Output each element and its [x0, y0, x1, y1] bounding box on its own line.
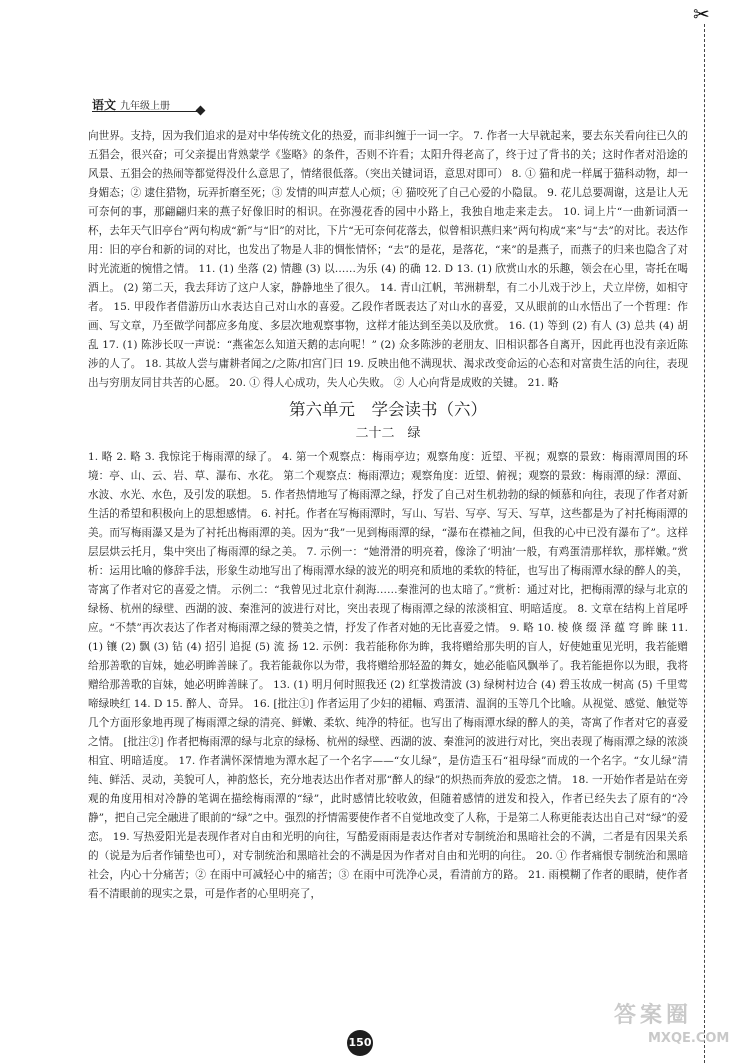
watermark-bottom: MXQE.COM — [648, 1031, 730, 1046]
page-header — [92, 94, 212, 114]
page-number: 150 — [347, 1030, 373, 1056]
watermark — [614, 1002, 744, 1060]
cut-line — [704, 24, 705, 1063]
header-book: 九年级上册 — [120, 101, 171, 112]
answer-paragraph-1: 向世界。支持，因为我们追求的是对中华传统文化的热爱，而非纠缠于一词一字。 7. 作者一大早就起来，要去东关看向往已久的五猖会，很兴奋；可父亲提出背熟蒙学《鉴略》的条件，否则不许看；太阳升得老高了，终于过了背书的关；这时作者对沿途的风景、五猖会的热闹等都觉得没什么意思了，情绪很低落。（突出关键词语，意思对即可） 8. ① 猫和虎一样属于猫科动物，却一身媚态；② 逮住猎物，玩弄折磨至死；③ 发情的叫声惹人心烦；④ 猫咬死了自己心爱的小隐鼠。 9. 花儿总要凋谢，这是让人无可奈何的事，那翩翩归来的燕子好像旧时的相识。在弥漫花香的园中小路上，我独自地走来走去。 10. 词上片“一曲新词酒一杯，去年天气旧亭台”两句构成“新”与“旧”的对比，下片“无可奈何花落去，似曾相识燕归来”两句构成“来”与“去”的对比。表达作用：旧的亭台和新的词的对比，也发出了物是人非的惆怅情怀；“去”的是花，是落花，“来”的是燕子，而燕子的归来也隐含了对时光流逝的惋惜之情。 11. (1) 坐落 (2) 情趣 (3) 以……为乐 (4) 的确 12. D 13. (1) 欣赏山水的乐趣，领会在心里，寄托在喝酒上。 (2) 第二天，我去拜访了这户人家，静静地坐了很久。 14. 青山江帆，苇洲耕犁，有二小儿戏于沙上，犬立岸傍，如相守者。 15. 甲段作者借游历山水表达自己对山水的喜爱。乙段作者既表达了对山水的喜爱，又从眼前的山水悟出了一个哲理：作画、写文章，乃至做学问都应多角度、多层次地观察事物，这样才能达到至美以及欣赏。 16. (1) 等到 (2) 有人 (3) 总共 (4) 胡乱 17. (1) 陈涉长叹一声说：“燕雀怎么知道天鹅的志向呢！” (2) 众多陈涉的老朋友、旧相识都各自离开，因此再也没有亲近陈涉的人了。 18. 其故人尝与庸耕者闻之/之陈/扣宫门曰 19. 反映出他不满现状、渴求改变命运的心态和对富贵生活的向往，表现出与穷朋友同甘共苦的心愿。 20. ① 得人心成功，失人心失败。 ② 人心向背是成败的关键。 21. 略 — [88, 130, 688, 389]
unit-title: 第六单元 学会读书（六） — [289, 400, 487, 419]
answer-content — [88, 127, 688, 904]
header-subject: 语文 — [92, 98, 117, 112]
scissors-icon: ✂ — [693, 2, 710, 26]
watermark-top: 答案圈 — [614, 1003, 693, 1028]
diamond-icon — [196, 106, 206, 116]
header-rule — [92, 111, 200, 112]
lesson-title: 二十二 绿 — [355, 426, 421, 441]
answer-paragraph-2: 1. 略 2. 略 3. 我惊诧于梅雨潭的绿了。 4. 第一个观察点：梅雨亭边；观察角度：近望、平视；观察的景致：梅雨潭周围的环境：亭、山、云、岩、草、瀑布、水花。 第二个观察点：梅雨潭边；观察角度：近望、俯视；观察的景致：梅雨潭的绿：潭面、水波、水光、水色，及引发的联想。 5. 作者热情地写了梅雨潭之绿，抒发了自己对生机勃勃的绿的倾慕和向往，表现了作者对新生活的希望和积极向上的思想感情。 6. 衬托。作者在写梅雨潭时，写山、写岩、写亭、写天、写草，这些都是为了衬托梅雨潭的美。而写梅雨瀑又是为了衬托出梅雨潭的美。因为“我”一见到梅雨潭的绿，“瀑布在襟袖之间，但我的心中已没有瀑布了”。这样层层烘云托月，集中突出了梅雨潭的绿之美。 7. 示例一：“她滑滑的明亮着，像涂了‘明油’一般，有鸡蛋清那样软，那样嫩。”赏析：运用比喻的修辞手法，形象生动地写出了梅雨潭水绿的波光的明亮和质地的柔软的特征，也写出了梅雨潭水绿的醉人的美，寄寓了作者对它的喜爱之情。 示例二：“我曾见过北京什刹海……秦淮河的也太暗了。”赏析：通过对比，把梅雨潭的绿与北京的绿杨、杭州的绿壁、西湖的波、秦淮河的波进行对比，突出表现了梅雨潭之绿的浓淡相宜、明暗适度。 8. 文章在结构上首尾呼应。“不禁”再次表达了作者对梅雨潭之绿的赞美之情，抒发了作者对她的无比喜爱之情。 9. 略 10. 棱 倏 缀 泽 蕴 穹 眸 睐 11. (1) 镶 (2) 飘 (3) 钻 (4) 招引 追捉 (5) 流 扬 12. 示例：我若能称你为眸，我将赠给那失明的盲人，好使她重见光明，我若能赠给那善歌的盲妹，她必明眸善睐了。我若能裁你以为带，我将赠给那轻盈的舞女，她必能临风飘举了。我若能挹你以为眼，我将赠给那善歌的盲妹，她必明眸善睐了。 13. (1) 明月何时照我还 (2) 红掌拨清波 (3) 绿树村边合 (4) 碧玉妆成一树高 (5) 千里莺啼绿映红 14. D 15. 醉人、奇异。 16. [批注①] 作者运用了少妇的裙幅、鸡蛋清、温润的玉等几个比喻。从视觉、感觉、触觉等几个方面形象地再现了梅雨潭之绿的清亮、鲜嫩、柔软、纯净的特征。也写出了梅雨潭水绿的醉人的美，寄寓了作者对它的喜爱之情。 [批注②] 作者把梅雨潭的绿与北京的绿杨、杭州的绿壁、西湖的波、秦淮河的波进行对比，突出表现了梅雨潭之绿的浓淡相宜、明暗适度。 17. 作者满怀深情地为潭水起了一个名字——“女儿绿”，是仿造玉石“祖母绿”而成的一个名字。“女儿绿”清纯、鲜活、灵动，美貌可人，神韵悠长，充分地表达出作者对那“醉人的绿”的炽热而奔放的爱恋之情。 18. 一开始作者是站在旁观的角度用相对冷静的笔调在描绘梅雨潭的“绿”，此时感情比较收敛，但随着感情的迸发和投入，作者已经失去了原有的“冷静”，把自己完全融进了眼前的“绿”之中。强烈的抒情需要使作者不自觉地改变了人称，于是第二人称更能表达出自己对“绿”的爱恋。 19. 写热爱阳光是表现作者对自由和光明的向往，写酷爱雨雨是表达作者对专制统治和黑暗社会的不满，二者是有因果关系的（说是为后者作铺垫也可），对专制统治和黑暗社会的不满是因为作者对自由和光明的向往。 20. ① 作者痛恨专制统治和黑暗社会，内心十分痛苦；② 在雨中可减轻心中的痛苦；③ 在雨中可洗净心灵，看清前方的路。 21. 雨模糊了作者的眼睛，使作者看不清眼前的现实之景，可是作者的心里明亮了， — [88, 451, 688, 900]
